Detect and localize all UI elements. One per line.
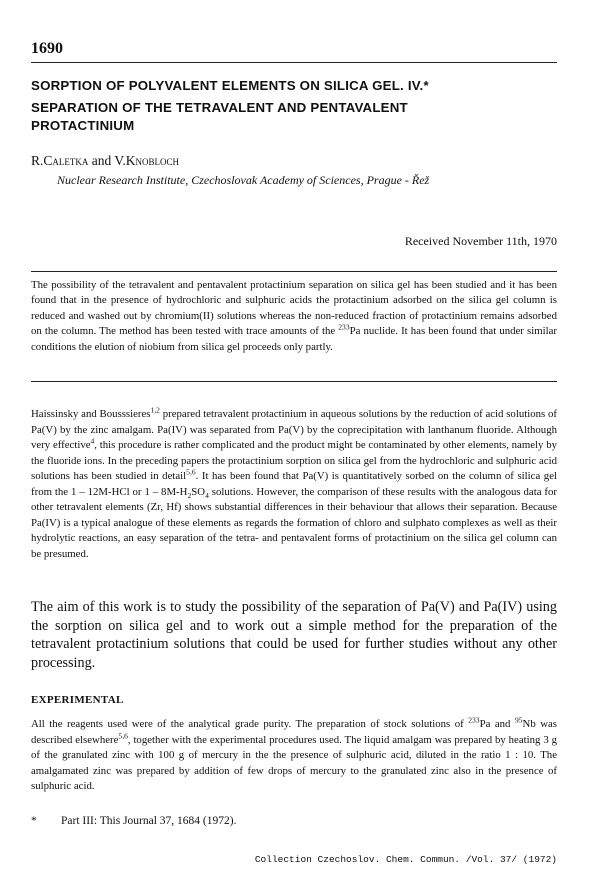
author-1-name: Caletka: [43, 153, 89, 168]
page-number: 1690: [31, 40, 63, 57]
running-footer: Collection Czechoslov. Chem. Commun. /Vol. 37/ (1972): [254, 854, 557, 865]
article-title-line-2: SEPARATION OF THE TETRAVALENT AND PENTAVALENT: [31, 100, 408, 115]
abstract-top-rule: [31, 271, 557, 272]
abstract: The possibility of the tetravalent and pentavalent protactinium separation on silica gel has been studied and it has been found that in the presence of hydrochloric and sulphuric acids the protactinium adsorbed on the silica gel column is reduced and washed out by chromium(II) solutions whereas the non-reduced fraction of protactinium remains adsorbed on the column. The method has been tested with trace amounts of the $^{233}$Pa nuclide. It has been found that under similar conditions the elution of niobium from silica gel proceeds only partly.: [31, 279, 557, 353]
introduction-paragraph: Haissinsky and Bousssieres$^{1,2}$ prepared tetravalent protactinium in aqueous solutions by the reduction of acid solutions of Pa(V) by the zinc amalgam. Pa(IV) was separated from Pa(V) by the coprecipitation with lanthanum fluoride. Although very effective$^4$, this procedure is rather complicated and the product might be contaminated by other elements, namely by the fluoride ions. In the preceding papers the protactinium sorption on silica gel from the hydrochloric and sulphuric acid solutions has been studied in detail$^{5,6}$. It has been found that Pa(V) is quantitatively sorbed on the column of silica gel from the 1 – 12M-HCl or $1 - 8M-H_2SO_4$ solutions. However, the comparison of these results with the analogous data for other tetravalent elements (Zr, Hf) shows substantial differences in their behaviour that allows their separation. Because Pa(IV) is a typical analogue of these elements as regards the formation of chloro and sulphato complexes as well as their hydrolytic reactions, an easy separation of the tetra- and pentavalent forms of protactinium on the silica gel column can be presumed.: [31, 405, 558, 560]
author-1-initial: R.: [31, 153, 44, 168]
footnote-text: Part III: This Journal 37, 1684 (1972).: [61, 815, 237, 827]
article-title-line-1: SORPTION OF POLYVALENT ELEMENTS ON SILICA GEL. IV.*: [31, 78, 429, 93]
authors: [31, 153, 179, 169]
section-heading-experimental: EXPERIMENTAL: [31, 694, 124, 706]
footnote: [31, 815, 236, 827]
author-2-name: Knobloch: [125, 153, 180, 168]
affiliation: Nuclear Research Institute, Czechoslovak Academy of Sciences, Prague - Řež: [57, 173, 430, 187]
header-rule: [31, 62, 557, 63]
authors-and: and: [88, 153, 115, 168]
experimental-paragraph: All the reagents used were of the analytical grade purity. The preparation of stock solutions of $^{233}$Pa and $^{95}$Nb was described elsewhere$^{5,6}$, together with the experimental procedures used. The liquid amalgam was prepared by heating 3 g of the granulated zinc with 100 g of mercury in the the presence of sulphuric acid, diluted in the ratio 1 : 10. The amalgamated zinc was prepared by addition of few drops of mercury to the granulated zinc also in the presence of sulphuric acid.: [31, 715, 558, 792]
abstract-bottom-rule: [31, 381, 557, 382]
article-title-line-3: PROTACTINIUM: [31, 118, 135, 133]
footnote-mark: *: [31, 815, 37, 827]
received-date: Received November 11th, 1970: [404, 234, 557, 248]
aim-paragraph: The aim of this work is to study the possibility of the separation of Pa(V) and Pa(IV) using the sorption on silica gel and to work out a simple method for the preparation of the tetravalent protactinium solutions that could be used for further studies without any other processing.: [31, 599, 557, 671]
author-2-initial: V.: [114, 153, 126, 168]
